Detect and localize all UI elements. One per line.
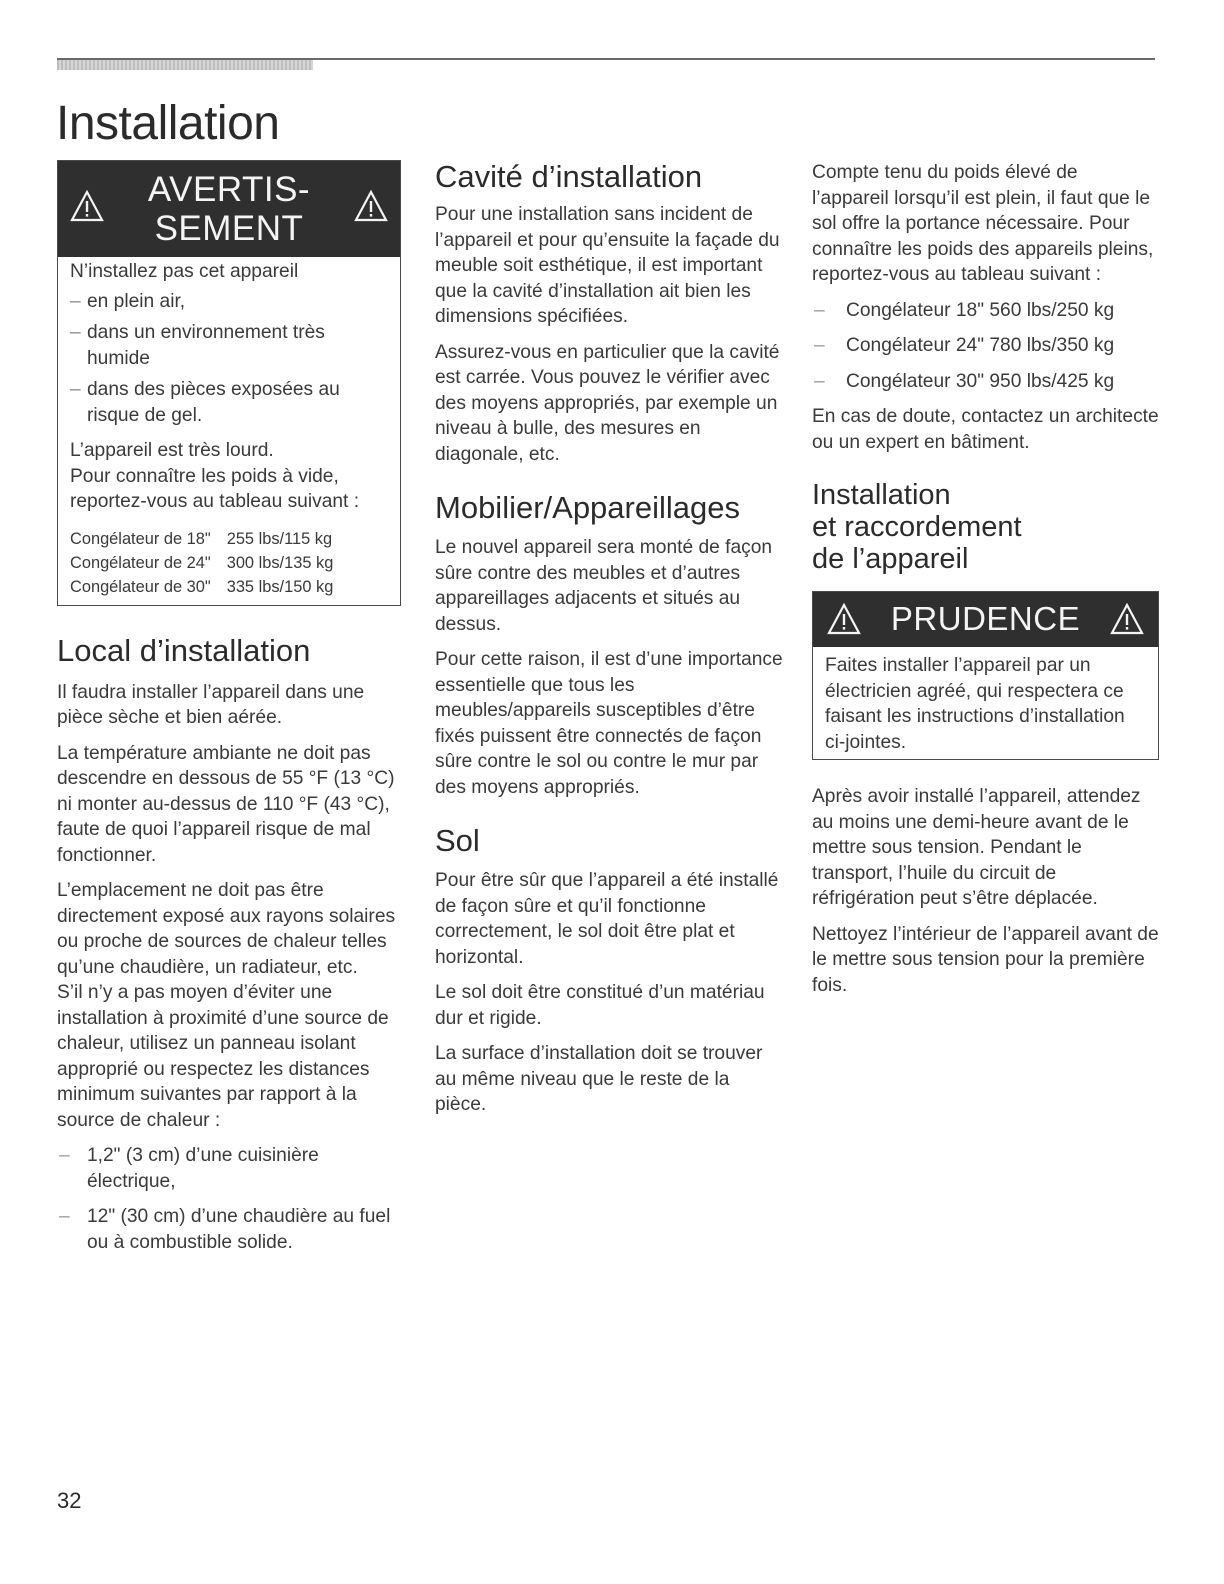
paragraph: Compte tenu du poids élevé de l’appareil lorsqu’il est plein, il faut que le sol offre la portance nécessaire. Pour connaître les poids des appareils pleins, reportez-vous au tableau suivant :: [812, 162, 1154, 285]
paragraph: Le sol doit être constitué d’un matériau dur et rigide.: [435, 982, 765, 1029]
table-cell: Congélateur de 18": [70, 529, 211, 548]
page-number: 32: [57, 1488, 82, 1513]
list-item: – dans un environnement très humide: [70, 320, 392, 371]
paragraph: Il faudra installer l’appareil dans une pièce sèche et bien aérée.: [57, 681, 365, 728]
page-title: Installation: [56, 97, 280, 150]
warning-triangle-icon: [1110, 603, 1144, 635]
warning-box: [57, 160, 401, 606]
paragraph: En cas de doute, contactez un architecte ou un expert en bâtiment.: [812, 406, 1159, 453]
paragraph: Le nouvel appareil sera monté de façon sûre contre des meubles et d’autres appareillages adjacents et situés au dessus.: [435, 537, 773, 635]
list-item: – Congélateur 30" 950 lbs/425 kg: [812, 369, 1159, 395]
warning-body: [58, 257, 400, 605]
table-cell: 300 lbs/135 kg: [226, 553, 334, 572]
table-cell: 255 lbs/115 kg: [226, 529, 333, 548]
warning-label: AVERTIS- SEMENT: [147, 170, 311, 248]
column-left: [57, 160, 401, 1265]
list-item: – en plein air,: [70, 289, 392, 315]
paragraph: La surface d’installation doit se trouver au même niveau que le reste de la pièce.: [435, 1043, 763, 1115]
warning-note: L’appareil est très lourd. Pour connaître les poids à vide, reportez-vous au tableau suivant :: [70, 440, 360, 512]
section-heading: Local d’installation: [57, 632, 311, 668]
table-cell: Congélateur de 30": [70, 577, 211, 596]
table-row: [70, 575, 333, 599]
warning-triangle-icon: [354, 190, 388, 222]
paragraph: Pour être sûr que l’appareil a été installé de façon sûre et qu’il fonctionne correctement, le sol doit être plat et horizontal.: [435, 870, 779, 968]
section-heading: Installation et raccordement de l’appareil: [812, 479, 1022, 575]
caution-banner: [813, 592, 1158, 647]
list-item: – 12" (30 cm) d’une chaudière au fuel ou à combustible solide.: [57, 1204, 401, 1255]
paragraph: L’emplacement ne doit pas être directement exposé aux rayons solaires ou proche de sources de chaleur telles qu’une chaudière, un radiateur, etc. S’il n’y a pas moyen d’éviter une installation à proximité d’une source de chaleur, utilisez un panneau isolant approprié ou respectez les distances minimum suivantes par rapport à la source de chaleur :: [57, 880, 396, 1131]
table-cell: Congélateur de 24": [70, 553, 211, 572]
header-rule: [57, 58, 1155, 60]
paragraph: La température ambiante ne doit pas descendre en dessous de 55 °F (13 °C) ni monter au-dessus de 110 °F (43 °C), faute de quoi l’appareil risque de mal fonctionner.: [57, 742, 395, 866]
column-right: [812, 160, 1159, 1008]
warning-intro: N’installez pas cet appareil: [70, 261, 299, 282]
caution-box: [812, 591, 1159, 760]
caution-text: Faites installer l’appareil par un électricien agréé, qui respectera ce faisant les instructions d’installation ci-jointes.: [825, 655, 1125, 753]
list-item: – dans des pièces exposées au risque de gel.: [70, 377, 392, 428]
caution-body: [813, 647, 1158, 755]
empty-weight-table: [70, 527, 333, 599]
paragraph: Pour cette raison, il est d’une importance essentielle que tous les meubles/appareils susceptibles d’être fixés puissent être connectés de façon sûre contre le sol ou contre le mur par des moyens appropriés.: [435, 649, 783, 798]
column-middle: [435, 160, 785, 1128]
paragraph: Pour une installation sans incident de l’appareil et pour qu’ensuite la façade du meuble soit esthétique, il est important que la cavité d’installation ait bien les dimensions spécifiées.: [435, 204, 780, 327]
paragraph: Nettoyez l’intérieur de l’appareil avant de le mettre sous tension pour la première fois.: [812, 923, 1159, 996]
caution-label: PRUDENCE: [890, 600, 1081, 637]
section-heading: Mobilier/Appareillages: [435, 490, 740, 525]
section-heading: Cavité d’installation: [435, 159, 703, 194]
paragraph: Après avoir installé l’appareil, attendez au moins une demi-heure avant de le mettre sous tension. Pendant le transport, l’huile du circuit de réfrigération peut s’être déplacée.: [812, 786, 1141, 909]
list-item: – Congélateur 18" 560 lbs/250 kg: [812, 298, 1159, 324]
list-item: – 1,2" (3 cm) d’une cuisinière électrique,: [57, 1143, 401, 1194]
paragraph: Assurez-vous en particulier que la cavité est carrée. Vous pouvez le vérifier avec des moyens appropriés, par exemple un niveau à bulle, des mesures en diagonale, etc.: [435, 341, 780, 465]
warning-banner: [58, 161, 400, 257]
table-row: [70, 551, 333, 575]
table-cell: 335 lbs/150 kg: [226, 577, 334, 596]
list-item: – Congélateur 24" 780 lbs/350 kg: [812, 333, 1159, 359]
section-heading: Sol: [435, 823, 480, 858]
table-row: [70, 527, 333, 551]
